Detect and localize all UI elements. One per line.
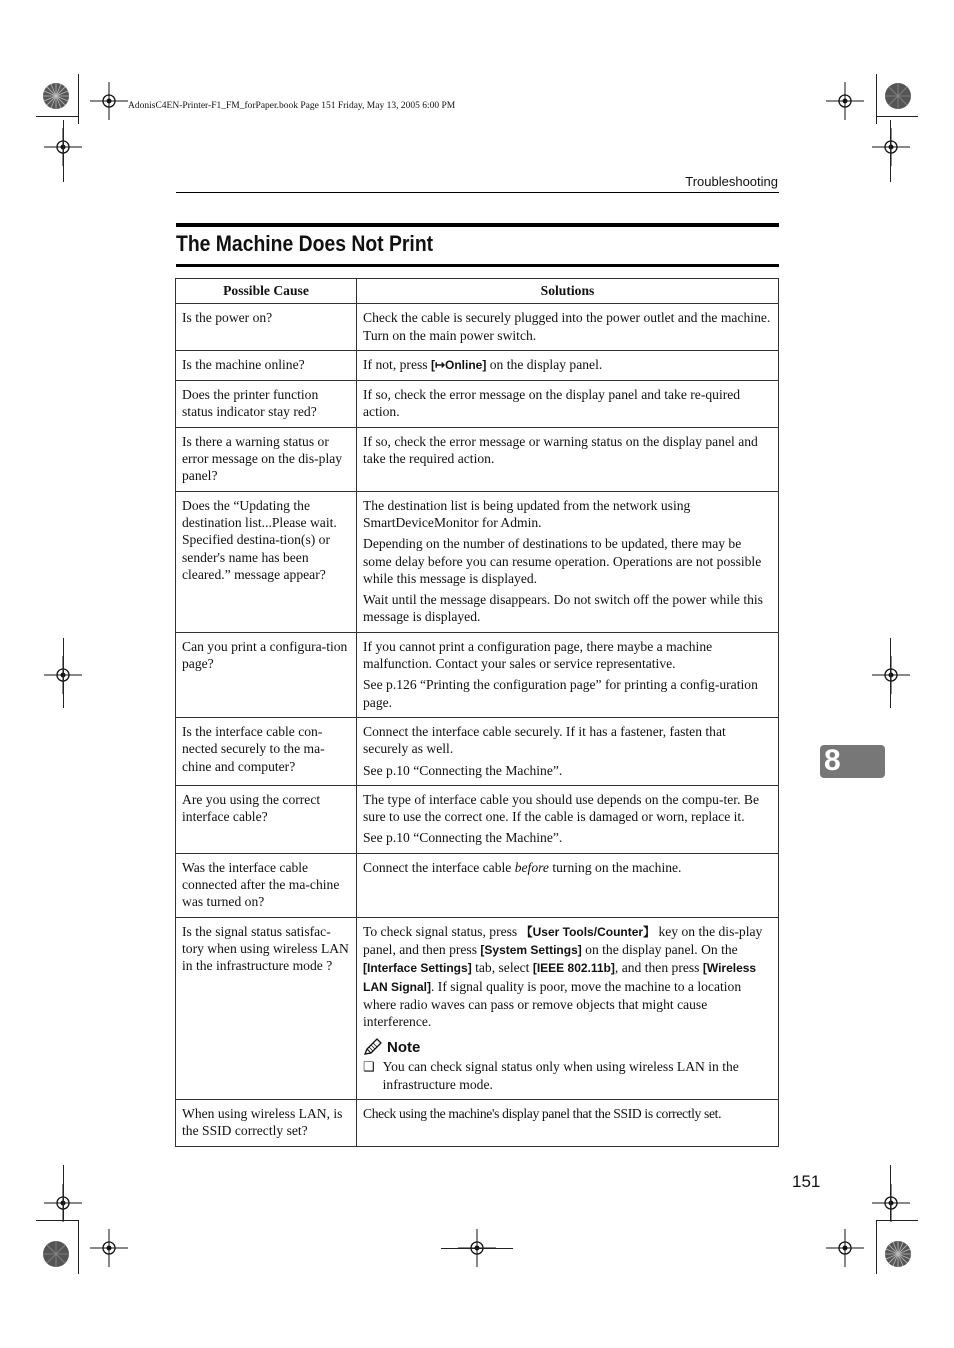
interface-settings-label: [Interface Settings] <box>363 961 472 976</box>
registration-mark-icon <box>826 82 864 120</box>
solution-text: Connect the interface cable securely. If it has a fastener, fasten that securely as well. <box>363 723 726 757</box>
solution-text: See p.10 “Connecting the Machine”. <box>363 830 563 846</box>
solution-text: See p.10 “Connecting the Machine”. <box>363 762 563 778</box>
solution-text: The destination list is being updated from the network using SmartDeviceMonitor for Admin. <box>363 497 691 530</box>
solution-cell <box>357 917 779 1099</box>
cause-cell: When using wireless LAN, is the SSID correctly set? <box>176 1099 357 1146</box>
table-row <box>176 917 779 1099</box>
solution-text: on the display panel. On the <box>581 941 738 957</box>
table-row <box>176 491 779 632</box>
column-header-cause: Possible Cause <box>176 279 357 304</box>
cause-cell: Is the power on? <box>176 304 357 351</box>
title-rule-bottom <box>176 264 779 267</box>
cause-cell: Is there a warning status or error message on the dis-play panel? <box>176 427 357 491</box>
table-row <box>176 304 779 351</box>
solution-text: To check signal status, press <box>363 923 521 939</box>
solution-text: If so, check the error message on the display panel and take re-quired action. <box>363 387 741 420</box>
note-title: Note <box>387 1038 421 1056</box>
solution-cell <box>357 717 779 785</box>
cause-cell: Is the interface cable con-nected securely to the ma-chine and computer? <box>176 717 357 785</box>
table-row <box>176 1099 779 1146</box>
registration-mark-icon <box>872 1184 910 1222</box>
column-header-solutions: Solutions <box>357 279 779 304</box>
system-settings-label: [System Settings] <box>480 942 582 957</box>
solution-cell <box>357 632 779 717</box>
ieee-label: [IEEE 802.11b] <box>532 961 615 976</box>
registration-mark-icon <box>872 128 910 166</box>
solution-cell <box>357 304 779 351</box>
table-header-row <box>176 279 779 304</box>
cause-cell: Was the interface cable connected after the ma-chine was turned on? <box>176 853 357 917</box>
cause-cell: Is the signal status satisfac-tory when using wireless LAN in the infrastructure mode ? <box>176 917 357 1099</box>
note-item <box>363 1058 772 1093</box>
solution-cell <box>357 427 779 491</box>
registration-mark-icon <box>872 656 910 694</box>
solution-text: . If signal quality is poor, move the machine to a location where radio waves can pass or remove objects that might cause interference. <box>363 978 742 1030</box>
solution-cell <box>357 853 779 917</box>
solution-text: Depending on the number of destinations to be updated, there may be some delay before you can resume operation. Operations are not possible while this message is displayed. <box>363 536 762 586</box>
solution-cell <box>357 381 779 428</box>
chapter-tab <box>820 745 885 778</box>
cause-cell: Does the “Updating the destination list...Please wait. Specified destina-tion(s) or sender's name has been cleared.” message appear? <box>176 491 357 632</box>
note-text: You can check signal status only when using wireless LAN in the infrastructure mode. <box>382 1059 739 1092</box>
file-header: AdonisC4EN-Printer-F1_FM_forPaper.book Page 151 Friday, May 13, 2005 6:00 PM <box>128 101 456 111</box>
color-wheel-icon <box>42 1240 70 1268</box>
solution-text: The type of interface cable you should use depends on the compu-ter. Be sure to use the correct one. If the cable is damaged or worn, replace it. <box>363 791 759 825</box>
solution-text: If so, check the error message or warning status on the display panel and take the required action. <box>363 433 758 467</box>
table-row <box>176 717 779 785</box>
color-wheel-icon <box>884 82 912 110</box>
table-row <box>176 381 779 428</box>
solution-text: Wait until the message disappears. Do not switch off the power while this message is displayed. <box>363 592 763 625</box>
solution-text: on the display panel. <box>486 356 603 372</box>
table-row <box>176 853 779 917</box>
checkbox-bullet-icon: ❑ <box>363 1059 375 1075</box>
user-tools-key-label: 【User Tools/Counter】 <box>520 924 656 939</box>
solution-cell <box>357 350 779 380</box>
solution-cell <box>357 785 779 853</box>
solution-text: Check using the machine's display panel that the SSID is correctly set. <box>363 1105 722 1121</box>
wireless-lan-signal-label: [Wireless LAN Signal] <box>363 961 757 994</box>
chapter-number: 8 <box>824 744 841 777</box>
header-rule <box>176 192 779 193</box>
title-rule-top <box>176 223 779 227</box>
pencil-note-icon <box>363 1038 383 1056</box>
table-row <box>176 350 779 380</box>
note-heading <box>363 1038 772 1056</box>
cause-cell: Are you using the correct interface cable? <box>176 785 357 853</box>
solution-text: Check the cable is securely plugged into the power outlet and the machine. Turn on the main power switch. <box>363 310 771 343</box>
solution-text: tab, select <box>471 960 533 976</box>
table-row <box>176 785 779 853</box>
registration-mark-icon <box>90 1229 128 1267</box>
solution-cell <box>357 1099 779 1146</box>
solution-text: If you cannot print a configuration page, there maybe a machine malfunction. Contact your sales or service representative. <box>363 638 713 672</box>
color-wheel-icon <box>884 1240 912 1268</box>
section-title: The Machine Does Not Print <box>176 231 434 256</box>
solution-text: See p.126 “Printing the configuration page” for printing a config-uration page. <box>363 677 758 710</box>
color-wheel-icon <box>42 82 70 110</box>
solution-text: key on the dis-play panel, and then press <box>363 923 763 957</box>
solution-emphasis: before <box>514 859 549 875</box>
table-row <box>176 632 779 717</box>
online-key-label: [↦Online] <box>430 357 487 372</box>
solution-text: , and then press <box>614 960 703 976</box>
solution-text-block <box>363 923 772 1031</box>
solution-cell <box>357 491 779 632</box>
registration-mark-icon <box>826 1229 864 1267</box>
solution-text: If not, press <box>363 356 431 372</box>
solution-text: Connect the interface cable <box>363 859 515 875</box>
cause-cell: Can you print a configura-tion page? <box>176 632 357 717</box>
cause-cell: Is the machine online? <box>176 350 357 380</box>
cause-cell: Does the printer function status indicator stay red? <box>176 381 357 428</box>
page-number: 151 <box>792 1172 821 1191</box>
solution-text: turning on the machine. <box>548 859 682 875</box>
troubleshooting-table <box>175 278 779 1147</box>
registration-mark-icon <box>90 82 128 120</box>
table-row <box>176 427 779 491</box>
running-head: Troubleshooting <box>685 174 778 189</box>
